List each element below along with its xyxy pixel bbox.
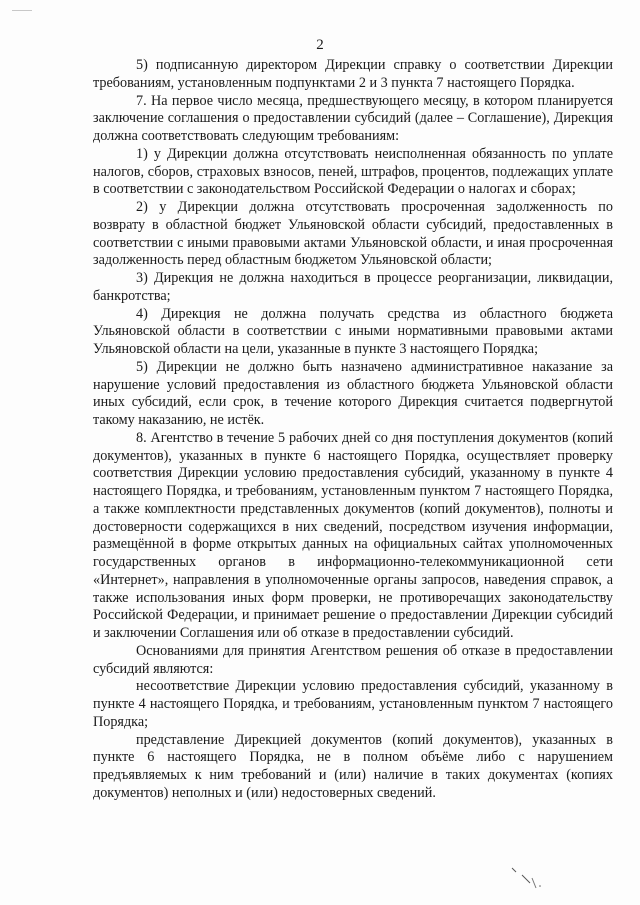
- paragraph-requirement-3: 3) Дирекция не должна находиться в процессе реорганизации, ликвидации, банкротства;: [93, 270, 613, 304]
- paragraph-requirement-1: 1) у Дирекции должна отсутствовать неисполненная обязанность по уплате налогов, сборов, страховых взносов, пеней, штрафов, процентов, подлежащих уплате в соответствии с законодательством Российской Федерации о налогах и сборах;: [93, 145, 613, 198]
- paragraph-ground-2: представление Дирекцией документов (копий документов), указанных в пункте 6 настоящего Порядка, не в полном объёме либо с нарушением предъявляемых к ним требований и (или) наличие в таких документах (копиях документов) неполных и (или) недостоверных сведений.: [93, 731, 613, 801]
- document-body: [93, 57, 613, 803]
- scan-artifact-line: [12, 10, 32, 11]
- paragraph-ground-1: несоответствие Дирекции условию предоставления субсидий, указанному в пункте 4 настоящего Порядка, и требованиям, установленным пунктом 7 настоящего Порядка;: [93, 678, 613, 730]
- paragraph-clause-8: 8. Агентство в течение 5 рабочих дней со дня поступления документов (копий документов), указанных в пункте 6 настоящего Порядка, осуществляет проверку соответствия Дирекции условию предоставления субсидий, указанному в пункте 4 настоящего Порядка, и требованиям, установленным пунктом 7 настоящего Порядка, а также комплектности представленных документов (копий документов), полноты и достоверности содержащихся в них сведений, посредством изучения информации, размещённой в форме открытых данных на официальных сайтах уполномоченных государственных органов в информационно-телекоммуникационной сети «Интернет», направления в уполномоченные органы запросов, наведения справок, а также использования иных форм проверки, не противоречащих законодательству Российской Федерации, и принимает решение о предоставлении Дирекции субсидий и заключении Соглашения или об отказе в предоставлении субсидий.: [93, 429, 613, 641]
- paragraph-requirement-2: 2) у Дирекции должна отсутствовать просроченная задолженность по возврату в областной бюджет Ульяновской области субсидий, предоставленных в соответствии с иными правовыми актами Ульяновской области, и иная просроченная задолженность перед областным бюджетом Ульяновской области;: [93, 199, 613, 269]
- paragraph-refusal-grounds: Основаниями для принятия Агентством решения об отказе в предоставлении субсидий являются:: [93, 642, 613, 677]
- paragraph-item-5-certificate: 5) подписанную директором Дирекции справку о соответствии Дирекции требованиям, установленным подпунктами 2 и 3 пункта 7 настоящего Порядка.: [93, 57, 613, 91]
- scan-artifact-marks: [508, 866, 548, 890]
- page-number: 2: [316, 37, 324, 53]
- paragraph-requirement-5: 5) Дирекции не должно быть назначено административное наказание за нарушение условий предоставления из областного бюджета Ульяновской области иных субсидий, если срок, в течение которого Дирекция считается подвергнутой такому наказанию, не истёк.: [93, 358, 613, 428]
- paragraph-requirement-4: 4) Дирекция не должна получать средства из областного бюджета Ульяновской области в соответствии с иными нормативными правовыми актами Ульяновской области на цели, указанные в пункте 3 настоящего Порядка;: [93, 305, 613, 357]
- paragraph-clause-7: 7. На первое число месяца, предшествующего месяцу, в котором планируется заключение соглашения о предоставлении субсидий (далее – Соглашение), Дирекция должна соответствовать следующим требованиям:: [93, 92, 613, 144]
